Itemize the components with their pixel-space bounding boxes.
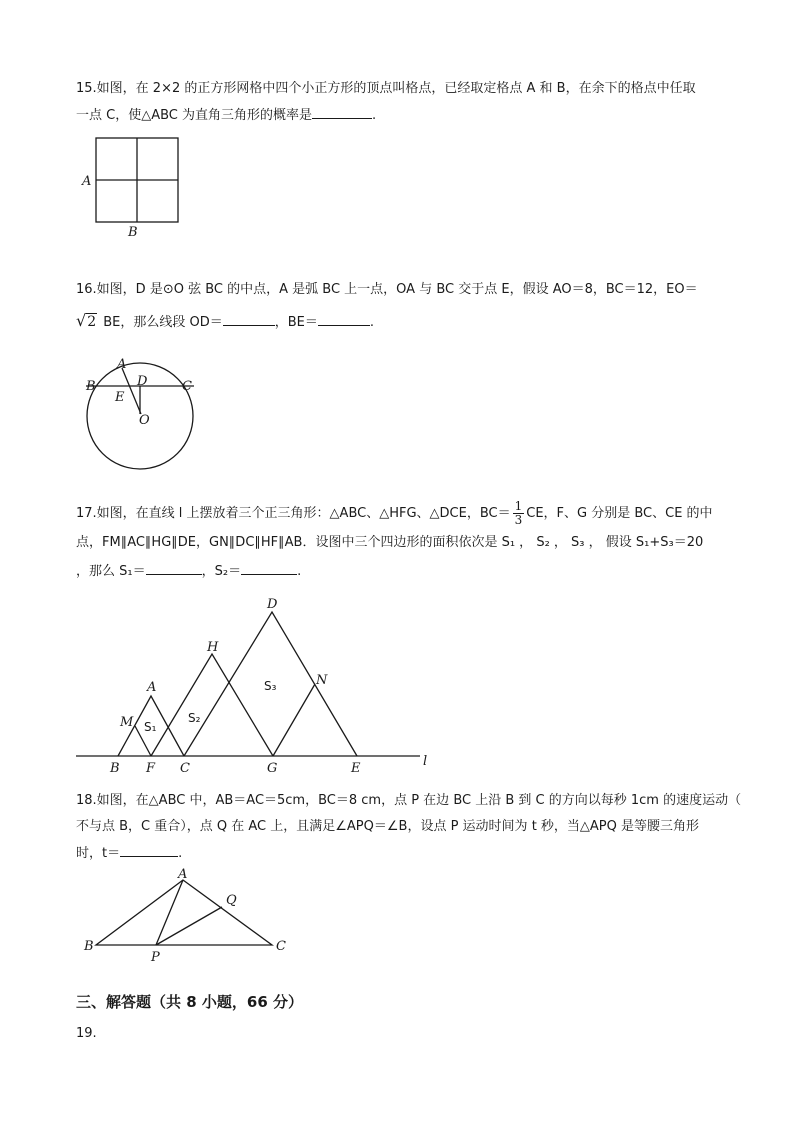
q16-label-D: D xyxy=(137,374,148,389)
q16-line1: 16.如图，D 是⊙O 弦 BC 的中点，A 是弧 BC 上一点，OA 与 BC 交于点 E，假设 AO＝8，BC＝12，EO＝ xyxy=(76,282,698,297)
q18-segment-pq xyxy=(156,907,222,945)
q16-label-E: E xyxy=(115,390,125,405)
q17-line3-a: ，那么 S₁＝ xyxy=(76,564,146,579)
q16-label-O: O xyxy=(139,413,150,428)
q18-label-C: C xyxy=(276,939,286,954)
q17-label-S3: S₃ xyxy=(264,679,277,693)
q17-label-B: B xyxy=(110,761,120,776)
q15-line2-end: . xyxy=(372,108,377,123)
q18-line3-a: 时，t＝ xyxy=(76,846,121,861)
q18-line1: 18.如图，在△ABC 中，AB＝AC＝5cm，BC＝8 cm，点 P 在边 BC 上沿 B 到 C 的方向以每秒 1cm 的速度运动（ xyxy=(76,793,742,808)
q17-label-S1: S₁ xyxy=(144,720,157,734)
q15-label-A: A xyxy=(82,174,92,189)
q17-label-H: H xyxy=(207,640,219,655)
q17-line2: 点，FM∥AC∥HG∥DE，GN∥DC∥HF∥AB．设图中三个四边形的面积依次是 S₁ ， S₂ ， S₃ ， 假设 S₁+S₃＝20 xyxy=(76,535,704,550)
q17-label-G: G xyxy=(267,761,278,776)
q16-label-B: B xyxy=(86,379,96,394)
q17-line3-b: ，S₂＝ xyxy=(201,564,242,579)
q17-line1-a: 17.如图，在直线 l 上摆放着三个正三角形：△ABC、△HFG、△DCE，BC＝ xyxy=(76,506,511,521)
q18-label-B: B xyxy=(84,939,94,954)
q15-label-B: B xyxy=(128,225,138,240)
q17-label-l: l xyxy=(423,754,428,769)
q16-label-A: A xyxy=(117,357,127,372)
q17-label-N: N xyxy=(316,673,328,688)
q16-line2-a: BE，那么线段 OD＝ xyxy=(99,315,223,330)
q18-label-Q: Q xyxy=(226,893,237,908)
q17-frac-den: 3 xyxy=(514,513,523,527)
q18-label-A: A xyxy=(178,867,188,882)
q17-label-F: F xyxy=(146,761,156,776)
q15-line1: 15.如图，在 2×2 的正方形网格中四个小正方形的顶点叫格点，已经取定格点 A 和 B，在余下的格点中任取 xyxy=(76,81,696,96)
q15-line2-text: 一点 C，使△ABC 为直角三角形的概率是 xyxy=(76,108,312,123)
q16-label-C: C xyxy=(182,379,192,394)
q16-sqrt-radicand: 2 xyxy=(87,314,97,330)
q16-line2-b: ，BE＝ xyxy=(274,315,318,330)
q18-line3-b: . xyxy=(178,846,183,861)
q17-label-D: D xyxy=(267,597,278,612)
q16-line2-c: . xyxy=(369,315,375,330)
q18-triangle-abc xyxy=(96,880,272,945)
q17-label-S2: S₂ xyxy=(188,711,201,725)
q16-sqrt: √2 xyxy=(76,311,97,330)
q18-line2: 不与点 B，C 重合），点 Q 在 AC 上，且满足∠APQ＝∠B，设点 P 运动时间为 t 秒，当△APQ 是等腰三角形 xyxy=(76,819,700,834)
q17-label-E: E xyxy=(351,761,361,776)
q18-label-P: P xyxy=(151,950,160,965)
q19-label: 19. xyxy=(76,1026,97,1041)
q17-frac-num: 1 xyxy=(514,499,523,513)
q17-line1-b: CE，F、G 分别是 BC、CE 的中 xyxy=(526,506,713,521)
q17-label-M: M xyxy=(120,715,134,730)
q17-label-C: C xyxy=(180,761,190,776)
q17-line3-c: . xyxy=(297,564,302,579)
section-heading-3: 三、解答题（共 8 小题，66 分） xyxy=(76,993,303,1011)
q17-label-A: A xyxy=(147,680,157,695)
